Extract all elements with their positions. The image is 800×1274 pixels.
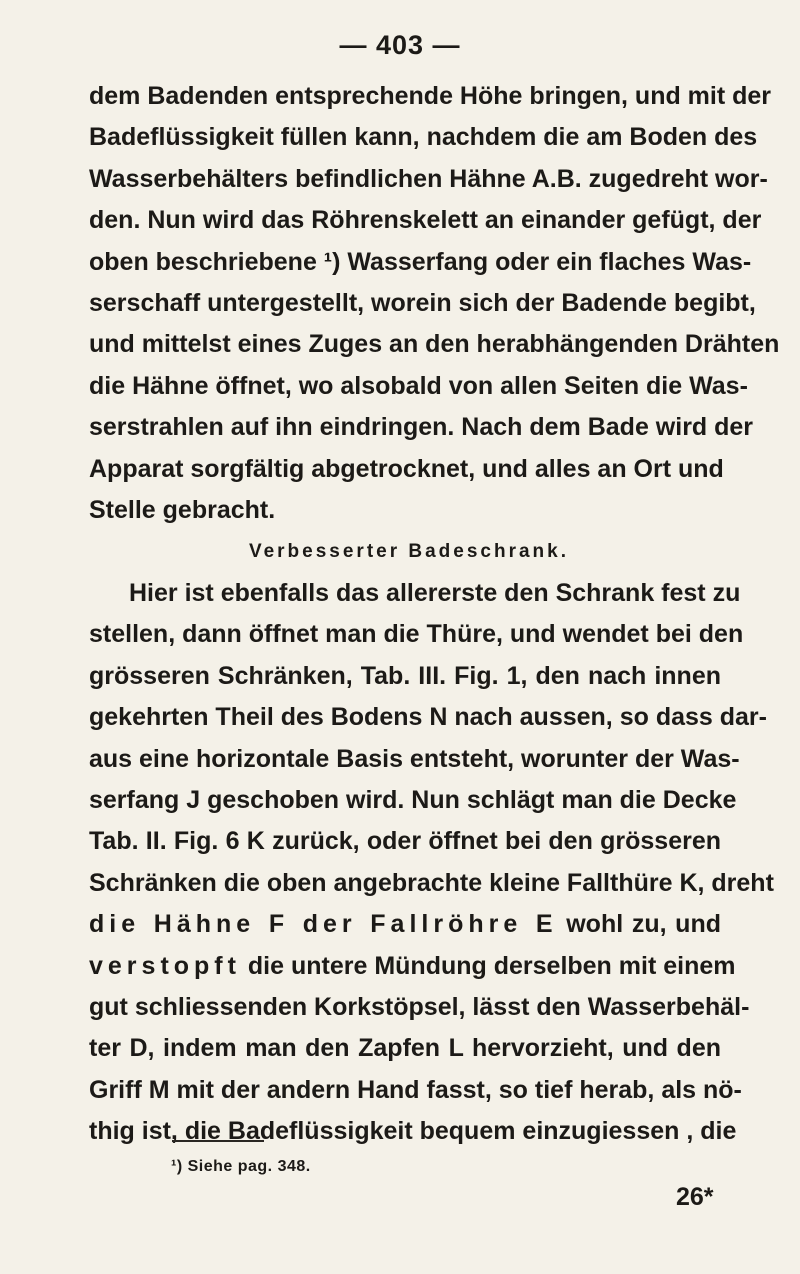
text-line: serfang J geschoben wird. Nun schlägt man die Decke — [89, 785, 737, 814]
text-line: Hier ist ebenfalls das allererste den Schrank fest zu — [129, 578, 741, 607]
text-fragment: wohl zu, und — [557, 910, 721, 939]
spaced-emphasis: die Hähne F der Fallröhre E — [89, 910, 558, 939]
text-line: Stelle gebracht. — [89, 496, 276, 525]
text-line: stellen, dann öffnet man die Thüre, und wendet bei den — [89, 620, 744, 649]
text-line: gut schliessenden Korkstöpsel, lässt den Wasserbehäl- — [89, 992, 750, 1021]
text-line: Tab. II. Fig. 6 K zurück, oder öffnet bei den grösseren — [89, 827, 721, 856]
text-line-spaced — [89, 904, 721, 945]
text-line: dem Badenden entsprechende Höhe bringen, und mit der — [89, 82, 772, 110]
text-line: gekehrten Theil des Bodens N nach aussen, so dass dar- — [89, 703, 767, 732]
page-number-header: — 403 — — [339, 30, 461, 60]
text-line: aus eine horizontale Basis entsteht, worunter der Was- — [89, 744, 740, 773]
text-line: den. Nun wird das Röhrenskelett an einander gefügt, der — [89, 206, 762, 235]
text-line: und mittelst eines Zuges an den herabhängenden Drähten — [89, 330, 780, 359]
text-line: oben beschriebene ¹) Wasserfang oder ein flaches Was- — [89, 247, 752, 276]
signature-mark: 26* — [676, 1183, 714, 1211]
section-heading: Verbesserter Badeschrank. — [248, 541, 570, 563]
text-line: Wasserbehälters befindlichen Hähne A.B. zugedreht wor- — [89, 164, 768, 193]
text-fragment: die untere Mündung derselben mit einem — [240, 951, 736, 980]
text-line: serschaff untergestellt, worein sich der Badende begibt, — [89, 289, 756, 318]
text-line-spaced — [89, 946, 736, 987]
text-line: Schränken die oben angebrachte kleine Fallthüre K, dreht — [89, 868, 774, 897]
text-line: Badeflüssigkeit füllen kann, nachdem die am Boden des — [89, 123, 758, 152]
footnote: ¹) Siehe pag. 348. — [171, 1158, 311, 1175]
body-text — [89, 76, 780, 1153]
footnote-divider — [172, 1140, 264, 1142]
text-line: Apparat sorgfältig abgetrocknet, und alles an Ort und — [89, 454, 724, 483]
text-line: thig ist, die Badeflüssigkeit bequem einzugiessen , die — [89, 1117, 737, 1146]
spaced-emphasis: verstopft — [89, 951, 241, 980]
text-line: ter D, indem man den Zapfen L hervorzieht, und den — [89, 1034, 721, 1063]
text-line: serstrahlen auf ihn eindringen. Nach dem Bade wird der — [89, 413, 754, 442]
text-line: die Hähne öffnet, wo alsobald von allen Seiten die Was- — [89, 371, 748, 400]
text-line: Griff M mit der andern Hand fasst, so tief herab, als nö- — [89, 1075, 742, 1104]
text-line: grösseren Schränken, Tab. III. Fig. 1, den nach innen — [89, 661, 721, 690]
